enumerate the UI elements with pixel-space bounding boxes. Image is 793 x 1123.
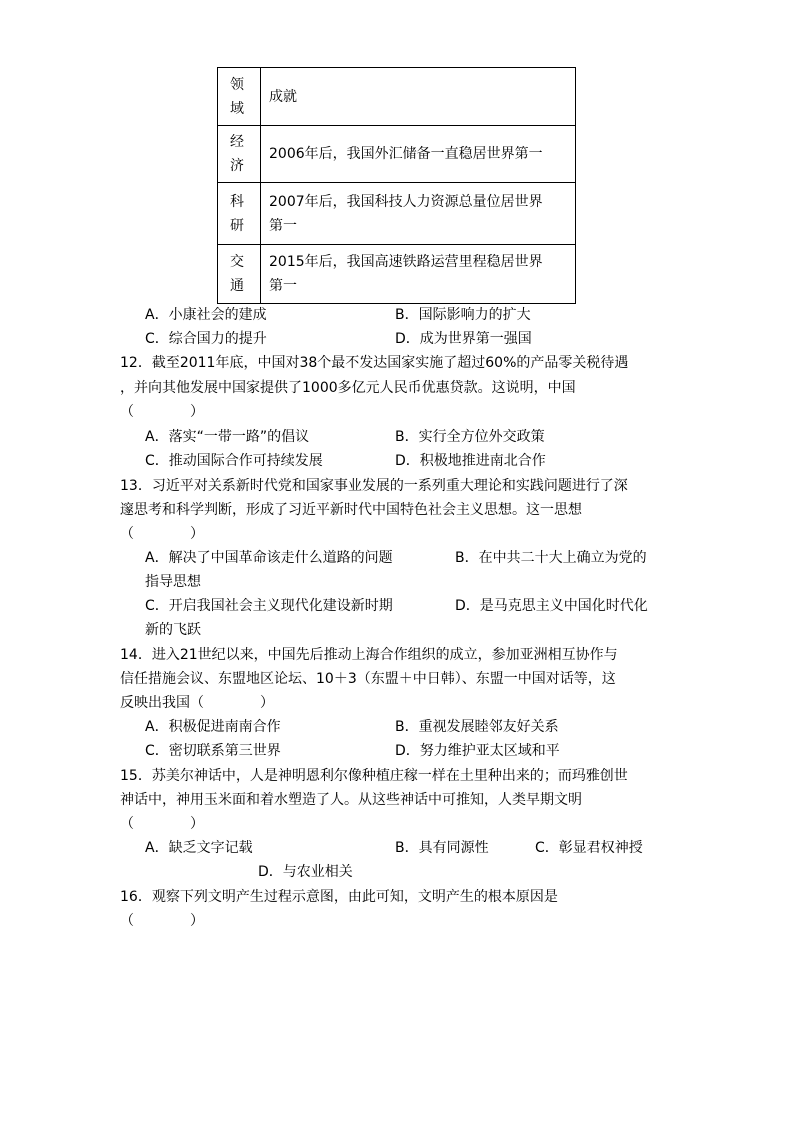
q16-stem-line: 16．观察下列文明产生过程示意图，由此可知，文明产生的根本原因是 [120,889,558,905]
q13-option-d[interactable]: D．是马克思主义中国化时代化 [455,598,648,614]
table-cell-text: 交 [230,254,244,270]
q15-option-d[interactable]: D．与农业相关 [258,864,353,880]
q11-option-d[interactable]: D．成为世界第一强国 [395,331,532,347]
q15-option-b[interactable]: B．具有同源性 [395,840,489,856]
q11-option-b[interactable]: B．国际影响力的扩大 [395,307,531,323]
table-row [218,245,576,304]
table-cell-text: 第一 [269,278,297,294]
q12-answer-blank: （ ） [120,404,204,420]
table-header-row [218,68,576,126]
table-cell-text: 领 [230,76,244,93]
q11-option-a[interactable]: A．小康社会的建成 [145,307,267,323]
table-cell-text: 济 [230,158,244,174]
q13-stem-line: 邃思考和科学判断，形成了习近平新时代中国特色社会主义思想。这一思想 [120,502,582,518]
q12-stem-line: 12．截至2011年底，中国对38个最不发达国家实施了超过60%的产品零关税待遇 [120,355,629,371]
q12-stem-line: ，并向其他发展中国家提供了1000多亿元人民币优惠贷款。这说明，中国 [120,380,576,396]
q13-option-c[interactable]: C．开启我国社会主义现代化建设新时期 [145,598,393,614]
table-cell-text: 2006年后，我国外汇储备一直稳居世界第一 [269,146,543,162]
table-cell-text: 科 [230,193,244,210]
q15-option-c[interactable]: C．彰显君权神授 [535,840,643,856]
table-header-field [218,68,261,126]
achievements-table [217,67,576,304]
table-cell-field [218,245,261,304]
q12-option-d[interactable]: D．积极地推进南北合作 [395,453,546,469]
q14-option-b[interactable]: B．重视发展睦邻友好关系 [395,719,559,735]
table-cell-text: 2015年后，我国高速铁路运营里程稳居世界 [269,254,543,270]
table-cell-text: 域 [230,100,244,117]
q16-answer-blank: （ ） [120,913,204,929]
table-cell-text: 通 [230,278,244,294]
q14-option-c[interactable]: C．密切联系第三世界 [145,743,281,759]
q15-answer-blank: （ ） [120,816,204,832]
q14-option-d[interactable]: D．努力维护亚太区域和平 [395,743,560,759]
table-row [218,183,576,245]
q14-stem-line: 14．进入21世纪以来，中国先后推动上海合作组织的成立，参加亚洲相互协作与 [120,647,618,663]
q13-stem-line: 13．习近平对关系新时代党和国家事业发展的一系列重大理论和实践问题进行了深 [120,478,628,494]
table-cell-content [261,245,576,304]
table-header-content: 成就 [261,68,576,126]
q12-option-a[interactable]: A．落实“一带一路”的倡议 [145,429,310,445]
q12-option-c[interactable]: C．推动国际合作可持续发展 [145,453,323,469]
q13-answer-blank: （ ） [120,526,204,542]
q14-stem-line: 反映出我国（ ） [120,695,274,711]
table-cell-content [261,183,576,245]
q15-option-a[interactable]: A．缺乏文字记载 [145,840,253,856]
q14-stem-line: 信任措施会议、东盟地区论坛、10＋3（东盟＋中日韩）、东盟一中国对话等，这 [120,671,616,687]
q13-option-b[interactable]: B．在中共二十大上确立为党的 [455,550,647,566]
table-cell-field [218,183,261,245]
q12-option-b[interactable]: B．实行全方位外交政策 [395,429,545,445]
table-cell-field [218,126,261,183]
q13-option-d-continued: 新的飞跃 [145,622,201,638]
table-cell-text: 经 [230,134,244,150]
q14-option-a[interactable]: A．积极促进南南合作 [145,719,281,735]
q15-stem-line: 15．苏美尔神话中，人是神明恩利尔像种植庄稼一样在土里种出来的；而玛雅创世 [120,768,628,784]
table-cell-text: 研 [230,217,244,234]
table-cell-text: 2007年后，我国科技人力资源总量位居世界 [269,193,543,210]
table-cell-text: 第一 [269,217,297,234]
table-row [218,126,576,183]
q13-option-a[interactable]: A．解决了中国革命该走什么道路的问题 [145,550,393,566]
q13-option-b-continued: 指导思想 [145,574,201,590]
q15-stem-line: 神话中，神用玉米面和着水塑造了人。从这些神话中可推知，人类早期文明 [120,792,582,808]
q11-option-c[interactable]: C．综合国力的提升 [145,331,267,347]
table-cell-content [261,126,576,183]
